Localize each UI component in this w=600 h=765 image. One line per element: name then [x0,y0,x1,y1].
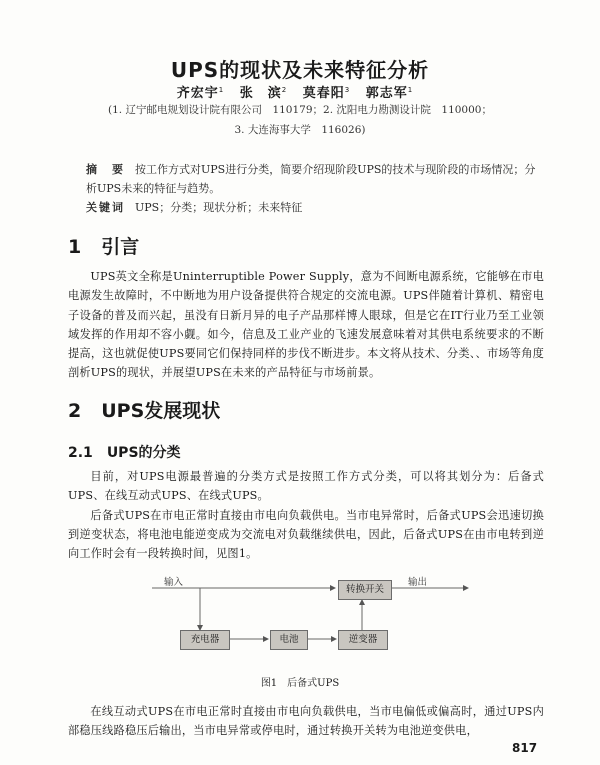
author-name: 张 滨 [239,86,282,101]
author-name: 莫春阳 [302,86,345,101]
abstract-label: 摘 要 [86,163,125,176]
transfer-switch-box: 转换开关 [338,580,392,600]
keywords-block [86,198,538,217]
subsection-number: 2.1 [68,445,93,461]
author-list [0,82,600,101]
author-affiliation-mark: 1 [218,85,225,94]
output-label: 输出 [408,577,428,588]
author-affiliation-mark: 2 [281,85,288,94]
section-body-continued [68,702,544,741]
abstract-text: 按工作方式对UPS进行分类，简要介绍现阶段UPS的技术与现阶段的市场情况；分析UPS未来的特征与趋势。 [86,163,536,195]
affiliation-line-2: 3. 大连海事大学 116026) [234,124,366,136]
section-title: UPS发展现状 [101,400,221,422]
subsection-body [68,467,544,563]
charger-box: 充电器 [180,630,230,650]
section-body [68,267,544,383]
paragraph: 目前，对UPS电源最普遍的分类方式是按照工作方式分类，可以将其划分为：后备式UPS、在线互动式UPS、在线式UPS。 [68,470,544,503]
affiliation-line-1: (1. 辽宁邮电规划设计院有限公司 110179；2. 沈阳电力勘测设计院 110000； [108,104,492,116]
input-label: 输入 [164,577,184,588]
author-affiliation-mark: 3 [344,85,351,94]
author-name: 郭志军 [365,86,408,101]
section-number: 1 [68,236,82,258]
section-heading [68,232,139,259]
section-heading [68,396,220,423]
keywords-text: UPS；分类；现状分析；未来特征 [135,201,303,214]
subsection-heading [68,442,181,462]
battery-box: 电池 [270,630,308,650]
paragraph: 在线互动式UPS在市电正常时直接由市电向负载供电，当市电偏低或偏高时，通过UPS内部稳压线路稳压后输出，当市电异常或停电时，通过转换开关转为电池逆变供电， [68,705,544,738]
figure-1-diagram [150,570,470,665]
abstract-block [86,160,538,198]
page-number: 817 [512,741,538,755]
paper-title: UPS的现状及未来特征分析 [170,58,430,82]
keywords-label: 关键词 [86,201,125,214]
figure-caption: 图1 后备式UPS [260,678,340,689]
paragraph: UPS英文全称是Uninterruptible Power Supply，意为不间断电源系统，它能够在市电电源发生故障时，不中断地为用户设备提供符合规定的交流电源。UPS伴随着计算机、精密电子设备的普及而兴起，虽没有日新月异的电子产品那样博人眼球，但是它在IT行业乃至工业领域发挥的作用却不容小觑。如今，信息及工业产业的飞速发展意味着对其供电系统要求的不断提高，这也就促使UPS要同它们保持同样的步伐不断进步。本文将从技术、分类、、市场等角度剖析UPS的现状，并展望UPS在未来的产品特征与市场前景。 [68,270,544,380]
paragraph: 后备式UPS在市电正常时直接由市电向负载供电。当市电异常时，后备式UPS会迅速切换到逆变状态，将电池电能逆变成为交流电对负载继续供电，因此，后备式UPS在由市电转到逆向工作时会有一段转换时间，见图1。 [68,508,544,561]
inverter-box: 逆变器 [338,630,388,650]
section-title: 引言 [101,236,140,258]
author-affiliation-mark: 1 [407,85,414,94]
section-number: 2 [68,400,82,422]
subsection-title: UPS的分类 [106,445,181,461]
author-name: 齐宏宇 [176,86,219,101]
